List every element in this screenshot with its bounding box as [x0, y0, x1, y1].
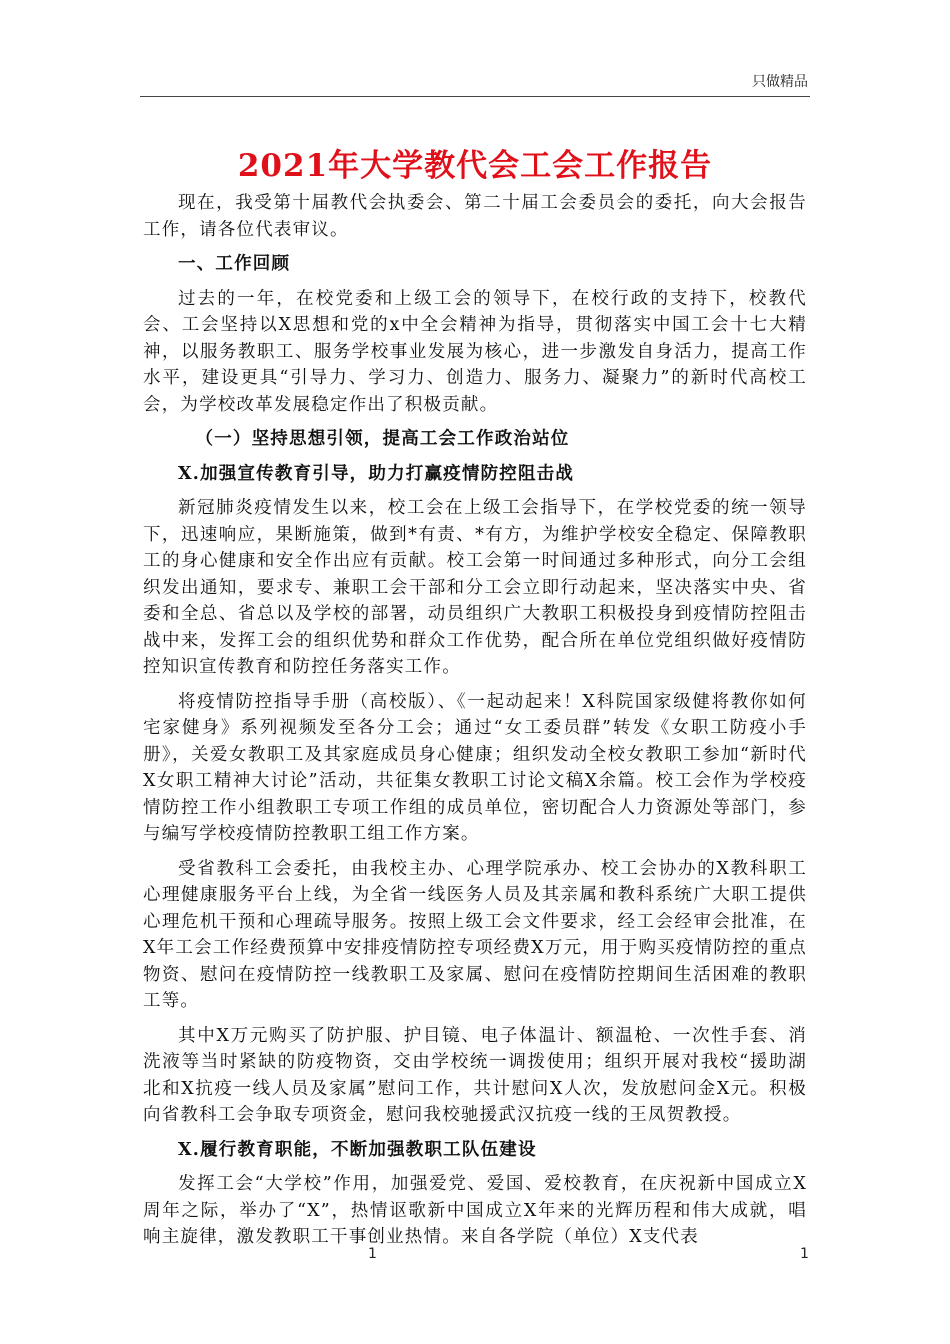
document-body	[143, 190, 807, 1259]
page-number-center: 1	[368, 1246, 377, 1262]
body-paragraph: 将疫情防控指导手册（高校版）、《一起动起来！X科院国家级健将教你如何宅家健身》系列视频发至各分工会；通过“女工委员群”转发《女职工防疫小手册》，关爱女教职工及其家庭成员身心健康；组织发动全校女教职工参加“新时代X女职工精神大讨论”活动，共征集女教职工讨论文稿X余篇。校工会作为学校疫情防控工作小组教职工专项工作组的成员单位，密切配合人力资源处等部门，参与编写学校疫情防控教职工组工作方案。	[143, 691, 807, 844]
body-paragraph: 受省教科工会委托，由我校主办、心理学院承办、校工会协办的X教科职工心理健康服务平台上线，为全省一线医务人员及其亲属和教科系统广大职工提供心理危机干预和心理疏导服务。按照上级工会文件要求，经工会经审会批准，在X年工会工作经费预算中安排疫情防控专项经费X万元，用于购买疫情防控的重点物资、慰问在疫情防控一线教职工及家属、慰问在疫情防控期间生活困难的教职工等。	[143, 858, 807, 1011]
section-heading-review: 一、工作回顾	[178, 254, 291, 274]
review-paragraph: 过去的一年，在校党委和上级工会的领导下，在校行政的支持下，校教代会、工会坚持以X思想和党的x中全会精神为指导，贯彻落实中国工会十七大精神，以服务教职工、服务学校事业发展为核心，进一步激发自身活力，提高工作水平，建设更具“引导力、学习力、创造力、服务力、凝聚力”的新时代高校工会，为学校改革发展稳定作出了积极贡献。	[143, 288, 807, 415]
document-title: 2021年大学教代会工会工作报告	[237, 148, 713, 184]
body-paragraph: 新冠肺炎疫情发生以来，校工会在上级工会指导下，在学校党委的统一领导下，迅速响应，果断施策，做到*有责、*有方，为维护学校安全稳定、保障教职工的身心健康和安全作出应有贡献。校工会第一时间通过多种形式，向分工会组织发出通知，要求专、兼职工会干部和分工会立即行动起来，坚决落实中央、省委和全总、省总以及学校的部署，动员组织广大教职工积极投身到疫情防控阻击战中来，发挥工会的组织优势和群众工作优势，配合所在单位党组织做好疫情防控知识宣传教育和防控任务落实工作。	[143, 498, 807, 677]
header-note: 只做精品	[752, 74, 808, 90]
page-number-right: 1	[800, 1246, 809, 1262]
subsection-heading-1: （一）坚持思想引领，提高工会工作政治站位	[195, 429, 570, 449]
intro-paragraph: 现在，我受第十届教代会执委会、第二十届工会委员会的委托，向大会报告工作，请各位代表审议。	[143, 193, 807, 240]
header-rule	[140, 96, 810, 97]
body-paragraph: 发挥工会“大学校”作用，加强爱党、爱国、爱校教育，在庆祝新中国成立X周年之际，举办了“X”，热情讴歌新中国成立X年来的光辉历程和伟大成就，唱响主旋律，激发教职工干事创业热情。来自各学院（单位）X支代表	[143, 1174, 807, 1247]
item-heading-1: X.加强宣传教育引导，助力打赢疫情防控阻击战	[178, 463, 575, 484]
body-paragraph: 其中X万元购买了防护服、护目镜、电子体温计、额温枪、一次性手套、消洗液等当时紧缺的防疫物资，交由学校统一调拨使用；组织开展对我校“援助湖北和X抗疫一线人员及家属”慰问工作，共计慰问X人次，发放慰问金X元。积极向省教科工会争取专项资金，慰问我校驰援武汉抗疫一线的王凤贺教授。	[143, 1025, 807, 1125]
item-heading-2: X.履行教育职能，不断加强教职工队伍建设	[178, 1139, 537, 1160]
